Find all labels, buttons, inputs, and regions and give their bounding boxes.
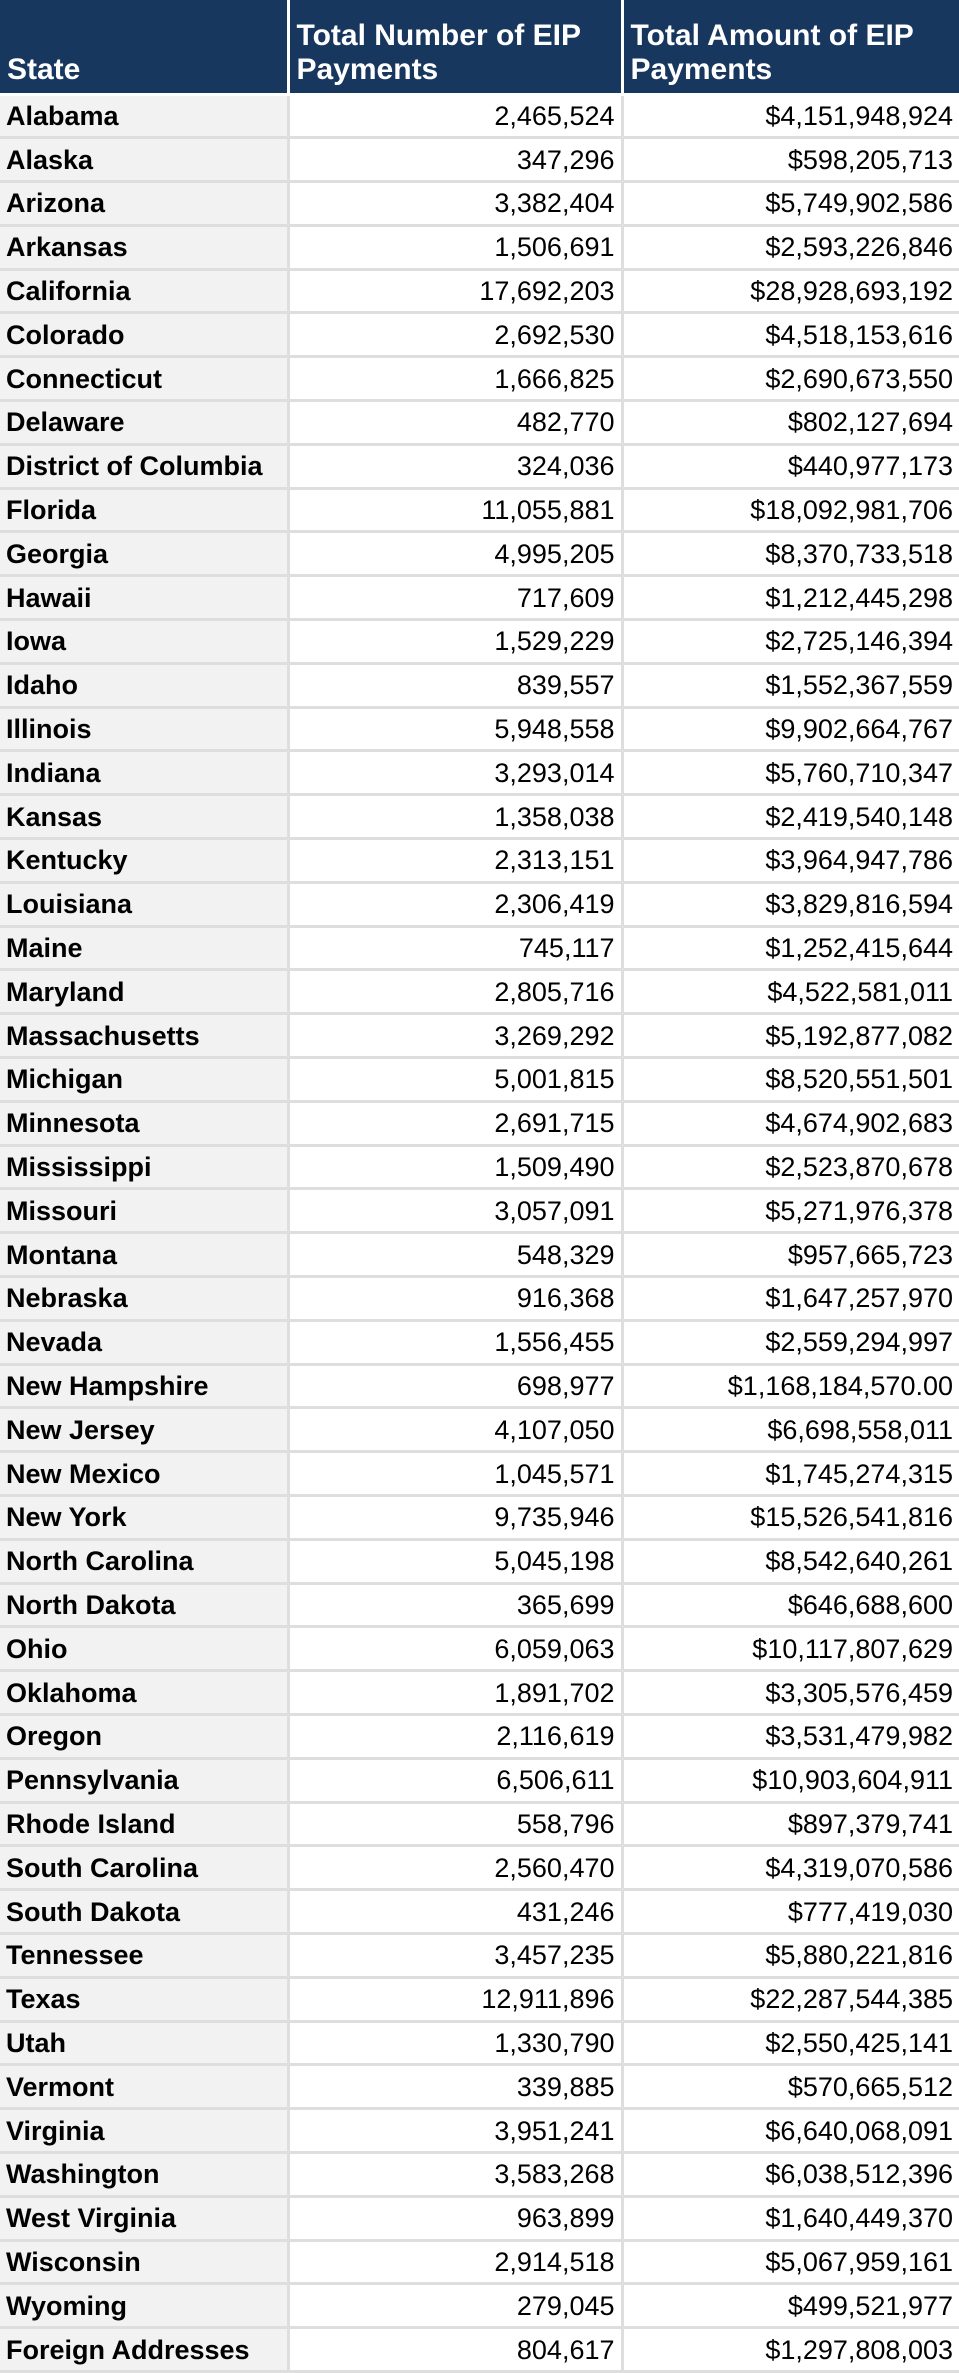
table-row	[0, 707, 959, 751]
payment-count-cell: 1,330,790	[288, 2021, 622, 2065]
table-row	[0, 1583, 959, 1627]
table-row	[0, 1890, 959, 1934]
state-cell: Tennessee	[0, 1933, 288, 1977]
payment-amount-cell: $1,252,415,644	[622, 926, 959, 970]
table-row	[0, 2284, 959, 2328]
payment-amount-cell: $2,550,425,141	[622, 2021, 959, 2065]
state-cell: Minnesota	[0, 1101, 288, 1145]
state-cell: West Virginia	[0, 2196, 288, 2240]
table-header	[0, 0, 959, 94]
state-cell: Arizona	[0, 182, 288, 226]
payment-count-cell: 3,951,241	[288, 2109, 622, 2153]
state-cell: Massachusetts	[0, 1014, 288, 1058]
payment-amount-cell: $2,690,673,550	[622, 357, 959, 401]
state-cell: South Carolina	[0, 1846, 288, 1890]
state-cell: Connecticut	[0, 357, 288, 401]
table-row	[0, 1014, 959, 1058]
payment-count-cell: 1,045,571	[288, 1452, 622, 1496]
payment-amount-cell: $18,092,981,706	[622, 488, 959, 532]
state-cell: Pennsylvania	[0, 1758, 288, 1802]
payment-count-cell: 2,691,715	[288, 1101, 622, 1145]
payment-amount-cell: $1,745,274,315	[622, 1452, 959, 1496]
column-header-state: State	[0, 0, 288, 94]
state-cell: Florida	[0, 488, 288, 532]
payment-count-cell: 365,699	[288, 1583, 622, 1627]
table-row	[0, 620, 959, 664]
table-row	[0, 357, 959, 401]
payment-count-cell: 4,995,205	[288, 532, 622, 576]
payment-count-cell: 1,891,702	[288, 1671, 622, 1715]
table-row	[0, 1408, 959, 1452]
payment-count-cell: 1,506,691	[288, 225, 622, 269]
payment-amount-cell: $5,067,959,161	[622, 2240, 959, 2284]
payment-amount-cell: $5,271,976,378	[622, 1189, 959, 1233]
payment-count-cell: 558,796	[288, 1802, 622, 1846]
payment-count-cell: 279,045	[288, 2284, 622, 2328]
payment-amount-cell: $10,117,807,629	[622, 1627, 959, 1671]
payment-count-cell: 5,045,198	[288, 1539, 622, 1583]
state-cell: Texas	[0, 1977, 288, 2021]
payment-count-cell: 431,246	[288, 1890, 622, 1934]
payment-count-cell: 745,117	[288, 926, 622, 970]
table-row	[0, 1933, 959, 1977]
payment-amount-cell: $6,698,558,011	[622, 1408, 959, 1452]
payment-amount-cell: $22,287,544,385	[622, 1977, 959, 2021]
table-row	[0, 1101, 959, 1145]
table-row	[0, 882, 959, 926]
state-cell: Illinois	[0, 707, 288, 751]
state-cell: Foreign Addresses	[0, 2328, 288, 2372]
state-cell: Oregon	[0, 1714, 288, 1758]
table-row	[0, 839, 959, 883]
state-cell: South Dakota	[0, 1890, 288, 1934]
payment-amount-cell: $4,151,948,924	[622, 94, 959, 138]
payment-count-cell: 17,692,203	[288, 269, 622, 313]
payment-amount-cell: $2,419,540,148	[622, 795, 959, 839]
state-cell: New Mexico	[0, 1452, 288, 1496]
payment-count-cell: 698,977	[288, 1364, 622, 1408]
table-row	[0, 2109, 959, 2153]
table-row	[0, 1977, 959, 2021]
payment-count-cell: 1,529,229	[288, 620, 622, 664]
payment-amount-cell: $2,593,226,846	[622, 225, 959, 269]
payment-count-cell: 548,329	[288, 1233, 622, 1277]
payment-count-cell: 916,368	[288, 1277, 622, 1321]
state-cell: Alabama	[0, 94, 288, 138]
payment-amount-cell: $5,880,221,816	[622, 1933, 959, 1977]
state-cell: Washington	[0, 2152, 288, 2196]
payment-amount-cell: $897,379,741	[622, 1802, 959, 1846]
payment-amount-cell: $4,518,153,616	[622, 313, 959, 357]
payment-count-cell: 6,059,063	[288, 1627, 622, 1671]
payment-count-cell: 3,293,014	[288, 751, 622, 795]
table-body	[0, 94, 959, 2371]
state-cell: Alaska	[0, 138, 288, 182]
table-row	[0, 269, 959, 313]
table-row	[0, 2328, 959, 2372]
payment-count-cell: 1,509,490	[288, 1145, 622, 1189]
state-cell: Kansas	[0, 795, 288, 839]
table-row	[0, 1714, 959, 1758]
state-cell: Louisiana	[0, 882, 288, 926]
state-cell: Ohio	[0, 1627, 288, 1671]
table-row	[0, 751, 959, 795]
payment-amount-cell: $3,829,816,594	[622, 882, 959, 926]
table-row	[0, 795, 959, 839]
payment-count-cell: 5,948,558	[288, 707, 622, 751]
payment-amount-cell: $646,688,600	[622, 1583, 959, 1627]
table-row	[0, 970, 959, 1014]
state-cell: Wisconsin	[0, 2240, 288, 2284]
state-cell: New Hampshire	[0, 1364, 288, 1408]
payment-count-cell: 482,770	[288, 401, 622, 445]
payment-amount-cell: $8,370,733,518	[622, 532, 959, 576]
payment-amount-cell: $3,531,479,982	[622, 1714, 959, 1758]
payment-count-cell: 4,107,050	[288, 1408, 622, 1452]
payment-count-cell: 9,735,946	[288, 1496, 622, 1540]
payment-amount-cell: $777,419,030	[622, 1890, 959, 1934]
table-row	[0, 1539, 959, 1583]
payment-amount-cell: $957,665,723	[622, 1233, 959, 1277]
payment-count-cell: 3,583,268	[288, 2152, 622, 2196]
payment-count-cell: 2,692,530	[288, 313, 622, 357]
table-row	[0, 182, 959, 226]
state-cell: New York	[0, 1496, 288, 1540]
state-cell: Colorado	[0, 313, 288, 357]
state-cell: Missouri	[0, 1189, 288, 1233]
table-row	[0, 2021, 959, 2065]
payment-amount-cell: $15,526,541,816	[622, 1496, 959, 1540]
payment-count-cell: 324,036	[288, 444, 622, 488]
table-row	[0, 1452, 959, 1496]
payment-count-cell: 347,296	[288, 138, 622, 182]
payment-count-cell: 2,914,518	[288, 2240, 622, 2284]
table-row	[0, 138, 959, 182]
state-cell: Utah	[0, 2021, 288, 2065]
table-row	[0, 532, 959, 576]
table-row	[0, 401, 959, 445]
payment-amount-cell: $5,192,877,082	[622, 1014, 959, 1058]
state-cell: North Dakota	[0, 1583, 288, 1627]
table-row	[0, 2196, 959, 2240]
payment-count-cell: 2,560,470	[288, 1846, 622, 1890]
payment-amount-cell: $570,665,512	[622, 2065, 959, 2109]
payment-count-cell: 2,306,419	[288, 882, 622, 926]
state-cell: California	[0, 269, 288, 313]
column-header-payment-amount: Total Amount of EIP Payments	[622, 0, 959, 94]
payment-count-cell: 1,358,038	[288, 795, 622, 839]
state-cell: Michigan	[0, 1058, 288, 1102]
payment-amount-cell: $3,305,576,459	[622, 1671, 959, 1715]
payment-amount-cell: $802,127,694	[622, 401, 959, 445]
payment-count-cell: 12,911,896	[288, 1977, 622, 2021]
table-row	[0, 1233, 959, 1277]
state-cell: Kentucky	[0, 839, 288, 883]
state-cell: Mississippi	[0, 1145, 288, 1189]
state-cell: Hawaii	[0, 576, 288, 620]
payment-amount-cell: $6,640,068,091	[622, 2109, 959, 2153]
table-row	[0, 444, 959, 488]
payment-amount-cell: $5,749,902,586	[622, 182, 959, 226]
payment-amount-cell: $3,964,947,786	[622, 839, 959, 883]
state-cell: District of Columbia	[0, 444, 288, 488]
table-row	[0, 488, 959, 532]
payment-amount-cell: $1,647,257,970	[622, 1277, 959, 1321]
payment-amount-cell: $598,205,713	[622, 138, 959, 182]
payment-count-cell: 1,556,455	[288, 1320, 622, 1364]
payment-amount-cell: $4,319,070,586	[622, 1846, 959, 1890]
payment-amount-cell: $6,038,512,396	[622, 2152, 959, 2196]
table-row	[0, 1364, 959, 1408]
payment-amount-cell: $5,760,710,347	[622, 751, 959, 795]
table-row	[0, 663, 959, 707]
state-cell: Arkansas	[0, 225, 288, 269]
table-row	[0, 576, 959, 620]
state-cell: Maine	[0, 926, 288, 970]
payment-count-cell: 6,506,611	[288, 1758, 622, 1802]
state-cell: Idaho	[0, 663, 288, 707]
table-row	[0, 1671, 959, 1715]
table-row	[0, 926, 959, 970]
table-row	[0, 1496, 959, 1540]
table-row	[0, 1058, 959, 1102]
payment-count-cell: 3,269,292	[288, 1014, 622, 1058]
table-row	[0, 2152, 959, 2196]
payment-amount-cell: $2,725,146,394	[622, 620, 959, 664]
column-header-payment-count: Total Number of EIP Payments	[288, 0, 622, 94]
payment-count-cell: 2,805,716	[288, 970, 622, 1014]
payment-amount-cell: $4,522,581,011	[622, 970, 959, 1014]
state-cell: Georgia	[0, 532, 288, 576]
payment-count-cell: 11,055,881	[288, 488, 622, 532]
table-row	[0, 1627, 959, 1671]
payment-count-cell: 5,001,815	[288, 1058, 622, 1102]
payment-amount-cell: $28,928,693,192	[622, 269, 959, 313]
payment-amount-cell: $2,523,870,678	[622, 1145, 959, 1189]
table-row	[0, 1846, 959, 1890]
table-row	[0, 1189, 959, 1233]
table-row	[0, 1320, 959, 1364]
payment-count-cell: 717,609	[288, 576, 622, 620]
payment-amount-cell: $9,902,664,767	[622, 707, 959, 751]
payment-amount-cell: $499,521,977	[622, 2284, 959, 2328]
payment-amount-cell: $1,640,449,370	[622, 2196, 959, 2240]
state-cell: Wyoming	[0, 2284, 288, 2328]
state-cell: Iowa	[0, 620, 288, 664]
payment-amount-cell: $10,903,604,911	[622, 1758, 959, 1802]
payment-amount-cell: $8,520,551,501	[622, 1058, 959, 1102]
state-cell: Nebraska	[0, 1277, 288, 1321]
payment-amount-cell: $1,552,367,559	[622, 663, 959, 707]
table-row	[0, 2240, 959, 2284]
table-row	[0, 1277, 959, 1321]
payment-amount-cell: $1,168,184,570.00	[622, 1364, 959, 1408]
table-row	[0, 313, 959, 357]
state-cell: Oklahoma	[0, 1671, 288, 1715]
payment-count-cell: 2,465,524	[288, 94, 622, 138]
payment-count-cell: 3,057,091	[288, 1189, 622, 1233]
payment-count-cell: 839,557	[288, 663, 622, 707]
payment-amount-cell: $1,297,808,003	[622, 2328, 959, 2372]
table-row	[0, 94, 959, 138]
payment-count-cell: 1,666,825	[288, 357, 622, 401]
table-row	[0, 1758, 959, 1802]
state-cell: Virginia	[0, 2109, 288, 2153]
state-cell: Montana	[0, 1233, 288, 1277]
state-cell: North Carolina	[0, 1539, 288, 1583]
payment-amount-cell: $440,977,173	[622, 444, 959, 488]
state-cell: Maryland	[0, 970, 288, 1014]
payment-count-cell: 804,617	[288, 2328, 622, 2372]
payment-count-cell: 963,899	[288, 2196, 622, 2240]
payment-amount-cell: $2,559,294,997	[622, 1320, 959, 1364]
table-row	[0, 2065, 959, 2109]
payment-amount-cell: $1,212,445,298	[622, 576, 959, 620]
header-row	[0, 0, 959, 94]
payment-amount-cell: $8,542,640,261	[622, 1539, 959, 1583]
table-row	[0, 1145, 959, 1189]
payment-count-cell: 3,457,235	[288, 1933, 622, 1977]
payment-amount-cell: $4,674,902,683	[622, 1101, 959, 1145]
payment-count-cell: 3,382,404	[288, 182, 622, 226]
table-row	[0, 225, 959, 269]
state-cell: Nevada	[0, 1320, 288, 1364]
payment-count-cell: 2,116,619	[288, 1714, 622, 1758]
table-row	[0, 1802, 959, 1846]
state-cell: Delaware	[0, 401, 288, 445]
state-cell: Vermont	[0, 2065, 288, 2109]
state-cell: New Jersey	[0, 1408, 288, 1452]
state-cell: Indiana	[0, 751, 288, 795]
state-cell: Rhode Island	[0, 1802, 288, 1846]
payment-count-cell: 2,313,151	[288, 839, 622, 883]
payment-count-cell: 339,885	[288, 2065, 622, 2109]
